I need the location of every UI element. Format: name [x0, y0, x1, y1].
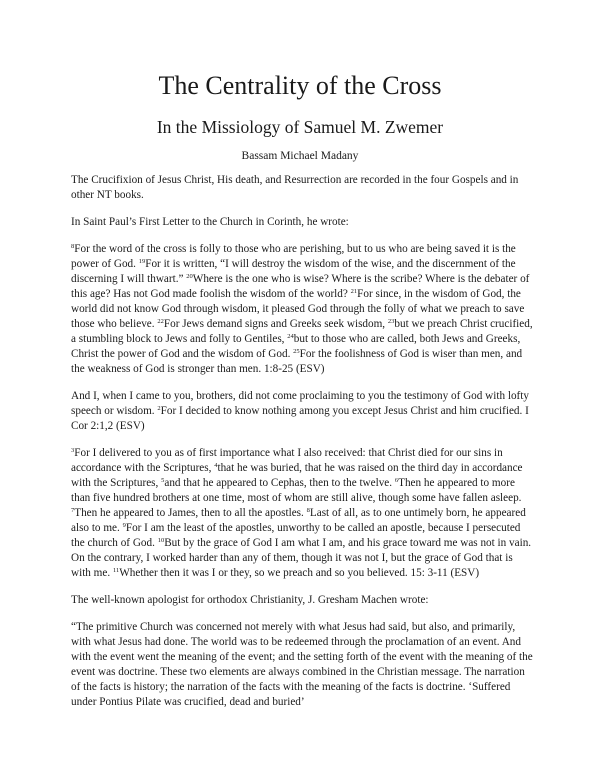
paragraph-text: For I delivered to you as of first importance what I also received: that Christ died for our sins in accordance with the Scriptures, [71, 447, 503, 474]
paragraph-text: For the foolishness of God is wiser than men, and the weakness of God is stronger than men. 1:8-25 (ESV) [71, 348, 523, 375]
verse-number: 7 [71, 507, 75, 514]
paragraph-text: Then he appeared to James, then to all the apostles. [74, 507, 307, 519]
document-body [71, 173, 534, 722]
document-title: The Centrality of the Cross [158, 71, 442, 100]
paragraph-text: And I, when I came to you, brothers, did not come proclaiming to you the testimony of God with lofty speech or wisdom. [71, 390, 529, 417]
paragraph-text: Then he appeared to more than five hundred brothers at one time, most of whom are still alive, though some have fallen asleep. [71, 477, 522, 504]
paragraph-text: For the word of the cross is folly to those who are perishing, but to us who are being saved it is the power of God. [71, 243, 516, 270]
verse-number: 11 [112, 567, 120, 574]
paragraph-text: Last of all, as to one untimely born, he appeared also to me. [71, 507, 526, 534]
paragraph-text: but to those who are called, both Jews and Greeks, Christ the power of God and the wisdom of God. [71, 333, 521, 360]
verse-number: 3 [71, 447, 75, 454]
verse-number: 10 [157, 537, 165, 544]
verse-number: 24 [287, 333, 294, 340]
verse-number: 6 [394, 477, 399, 484]
body-paragraph [71, 446, 534, 581]
paragraph-text: For I decided to know nothing among you except Jesus Christ and him crucified. I Cor 2:1,2 (ESV) [71, 405, 529, 432]
document-subtitle: In the Missiology of Samuel M. Zwemer [156, 117, 444, 137]
verse-number: 21 [350, 288, 358, 295]
paragraph-text: The Crucifixion of Jesus Christ, His death, and Resurrection are recorded in the four Gospels and in other NT books. [71, 174, 519, 201]
paragraph-text: Whether then it was I or they, so we preach and so you believed. 15: 3-11 (ESV) [119, 567, 480, 579]
paragraph-text: For I am the least of the apostles, unworthy to be called an apostle, because I persecuted the church of God. [71, 522, 521, 549]
author-name: Bassam Michael Madany [241, 150, 359, 162]
body-paragraph [71, 389, 534, 434]
paragraph-text: For Jews demand signs and Greeks seek wisdom, [163, 318, 388, 330]
body-paragraph [71, 173, 534, 203]
paragraph-text: that he was buried, that he was raised on the third day in accordance with the Scriptures, [71, 462, 523, 489]
verse-number: 4 [214, 462, 218, 469]
body-paragraph [71, 215, 534, 230]
paragraph-text: and that he appeared to Cephas, then to the twelve. [164, 477, 395, 489]
paragraph-text: The well-known apologist for orthodox Christianity, J. Gresham Machen wrote: [71, 594, 429, 606]
paragraph-text: In Saint Paul’s First Letter to the Church in Corinth, he wrote: [71, 216, 349, 228]
paragraph-text: “The primitive Church was concerned not merely with what Jesus had said, but also, and primarily, with what Jesus had done. The world was to be redeemed through the proclamation of an event. And with the event went the meaning of the event; and the setting forth of the event with the meaning of the event was doctrine. These two elements are always combined in the Christian message. The narration of the facts is history; the narration of the facts with the meaning of the facts is doctrine. ‘Suffered under Pontius Pilate was crucified, dead and buried’ [71, 621, 533, 708]
verse-number: 22 [157, 318, 164, 325]
verse-number: 20 [186, 273, 193, 280]
body-paragraph [71, 593, 534, 608]
body-paragraph [71, 242, 534, 377]
verse-number: 8 [306, 507, 310, 514]
paragraph-text: But by the grace of God I am what I am, and his grace toward me was not in vain. On the contrary, I worked harder than any of them, though it was not I, but the grace of God that is with me. [71, 537, 532, 579]
verse-number: 5 [161, 477, 165, 484]
body-paragraph [71, 620, 534, 710]
verse-number: 19 [138, 258, 146, 265]
paragraph-text: but we preach Christ crucified, a stumbling block to Jews and folly to Gentiles, [71, 318, 533, 345]
verse-number: 2 [157, 405, 161, 412]
paragraph-text: For since, in the wisdom of God, the world did not know God through wisdom, it pleased God through the folly of what we preach to save those who believe. [71, 288, 525, 330]
verse-number: 25 [293, 348, 300, 355]
verse-number: 9 [122, 522, 126, 529]
verse-number: 8 [71, 243, 75, 250]
paragraph-text: Where is the one who is wise? Where is the scribe? Where is the debater of this age? Has not God made foolish the wisdom of the world? [71, 273, 530, 300]
verse-number: 23 [387, 318, 395, 325]
paragraph-text: For it is written, “I will destroy the wisdom of the wise, and the discernment of the discerning I will thwart.” [71, 258, 516, 285]
